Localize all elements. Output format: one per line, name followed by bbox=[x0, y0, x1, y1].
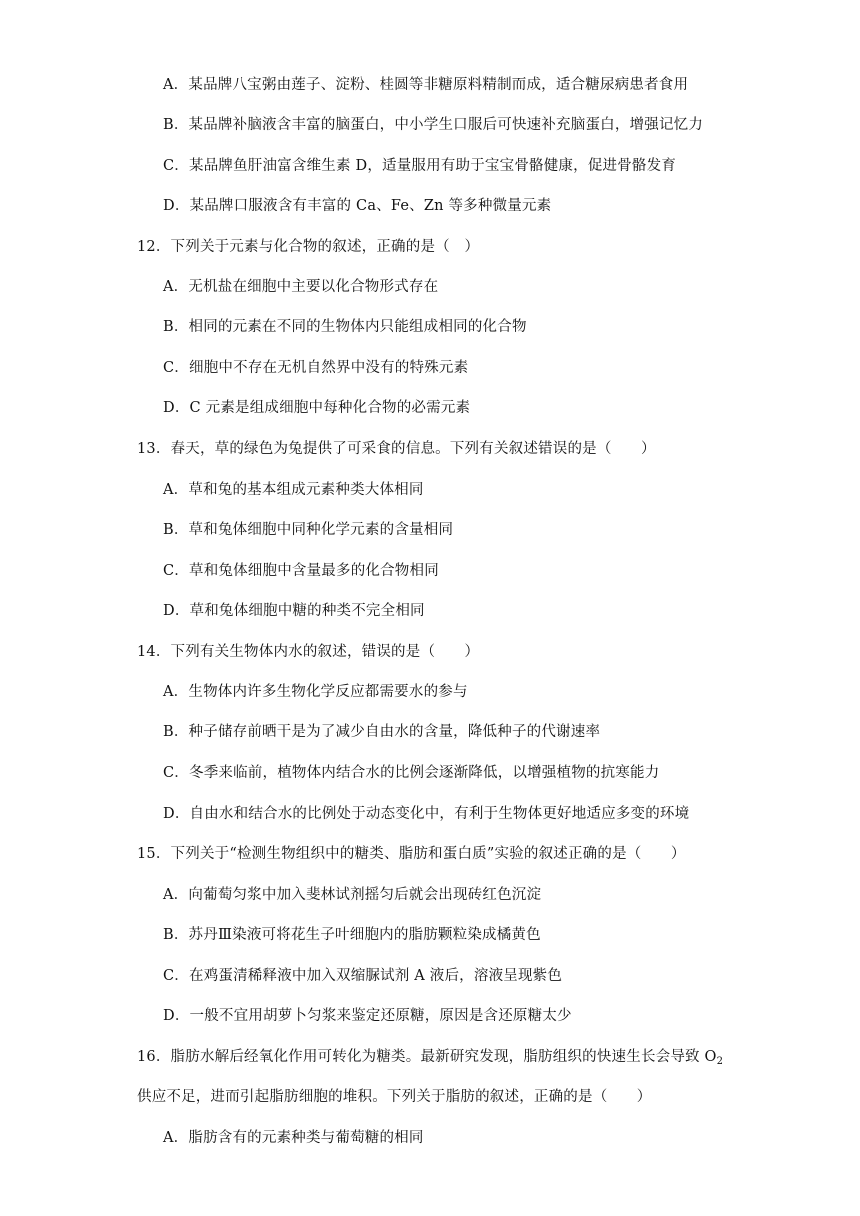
q16-stem-text: 16．脂肪水解后经氧化作用可转化为糖类。最新研究发现，脂肪组织的快速生长会导致 O bbox=[137, 1049, 717, 1065]
q11-option-a: A．某品牌八宝粥由莲子、淀粉、桂圆等非糖原料精制而成，适合糖尿病患者食用 bbox=[163, 77, 689, 93]
q14-option-b: B．种子储存前晒干是为了减少自由水的含量，降低种子的代谢速率 bbox=[163, 724, 601, 740]
q13-option-d: D．草和兔体细胞中糖的种类不完全相同 bbox=[163, 603, 425, 619]
q13-option-b: B．草和兔体细胞中同种化学元素的含量相同 bbox=[163, 522, 454, 538]
q12-option-c: C．细胞中不存在无机自然界中没有的特殊元素 bbox=[163, 360, 469, 376]
q14-option-c: C．冬季来临前，植物体内结合水的比例会逐渐降低，以增强植物的抗寒能力 bbox=[163, 765, 660, 781]
q15-option-c: C．在鸡蛋清稀释液中加入双缩脲试剂 A 液后，溶液呈现紫色 bbox=[163, 968, 563, 984]
q15-option-b: B．苏丹Ⅲ染液可将花生子叶细胞内的脂肪颗粒染成橘黄色 bbox=[163, 927, 541, 943]
q16-o2-subscript: 2 bbox=[716, 1056, 724, 1067]
q12-option-b: B．相同的元素在不同的生物体内只能组成相同的化合物 bbox=[163, 319, 527, 335]
q11-option-b: B．某品牌补脑液含丰富的脑蛋白，中小学生口服后可快速补充脑蛋白，增强记忆力 bbox=[163, 117, 704, 133]
q12-stem: 12．下列关于元素与化合物的叙述，正确的是（ ） bbox=[137, 239, 480, 255]
q16-option-a: A．脂肪含有的元素种类与葡萄糖的相同 bbox=[163, 1130, 424, 1146]
q14-option-d: D．自由水和结合水的比例处于动态变化中，有利于生物体更好地适应多变的环境 bbox=[163, 806, 690, 822]
q14-option-a: A．生物体内许多生物化学反应都需要水的参与 bbox=[163, 684, 468, 700]
q12-option-a: A．无机盐在细胞中主要以化合物形式存在 bbox=[163, 279, 439, 295]
q11-option-d: D．某品牌口服液含有丰富的 Ca、Fe、Zn 等多种微量元素 bbox=[163, 198, 552, 214]
q14-stem: 14．下列有关生物体内水的叙述，错误的是（ ） bbox=[137, 644, 480, 660]
q12-option-d: D．C 元素是组成细胞中每种化合物的必需元素 bbox=[163, 400, 471, 416]
q15-option-d: D．一般不宜用胡萝卜匀浆来鉴定还原糖，原因是含还原糖太少 bbox=[163, 1008, 572, 1024]
q15-stem: 15．下列关于“检测生物组织中的糖类、脂肪和蛋白质”实验的叙述正确的是（ ） bbox=[137, 846, 686, 862]
q13-stem: 13．春天，草的绿色为兔提供了可采食的信息。下列有关叙述错误的是（ ） bbox=[137, 441, 656, 457]
q15-option-a: A．向葡萄匀浆中加入斐林试剂摇匀后就会出现砖红色沉淀 bbox=[163, 887, 542, 903]
q13-option-a: A．草和兔的基本组成元素种类大体相同 bbox=[163, 482, 424, 498]
q16-stem-line1 bbox=[137, 1047, 723, 1072]
q13-option-c: C．草和兔体细胞中含量最多的化合物相同 bbox=[163, 563, 439, 579]
q16-stem-line2: 供应不足，进而引起脂肪细胞的堆积。下列关于脂肪的叙述，正确的是（ ） bbox=[137, 1089, 652, 1105]
q11-option-c: C．某品牌鱼肝油富含维生素 D，适量服用有助于宝宝骨骼健康，促进骨骼发育 bbox=[163, 158, 677, 174]
